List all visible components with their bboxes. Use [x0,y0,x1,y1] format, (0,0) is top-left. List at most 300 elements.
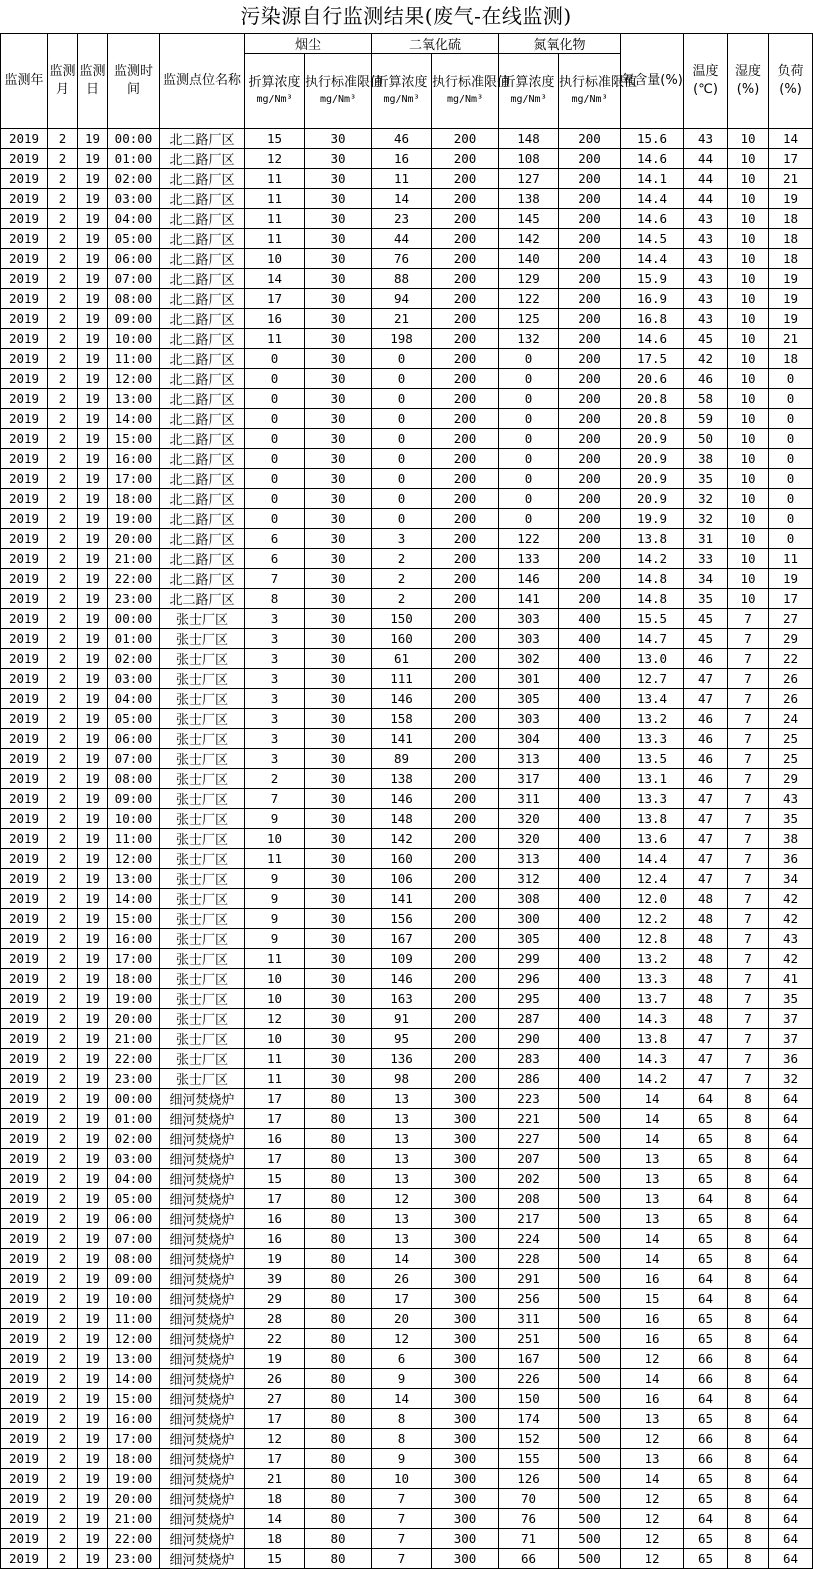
cell-so2: 0 [372,469,432,489]
cell-so2: 8 [372,1409,432,1429]
cell-so2: 7 [372,1529,432,1549]
cell-time: 20:00 [108,1009,160,1029]
header-year: 监测年 [1,34,48,129]
cell-time: 13:00 [108,389,160,409]
cell-nox-limit: 500 [559,1389,621,1409]
cell-load: 64 [769,1349,813,1369]
cell-load: 64 [769,1549,813,1569]
header-dust-limit [305,54,384,129]
cell-day: 19 [78,1449,108,1469]
cell-nox-limit: 200 [559,309,621,329]
cell-day: 19 [78,849,108,869]
cell-temp: 43 [684,229,728,249]
cell-nox-limit: 400 [559,689,621,709]
cell-dust-limit: 30 [305,389,372,409]
cell-time: 22:00 [108,1049,160,1069]
cell-location: 北二路厂区 [160,249,245,269]
cell-time: 01:00 [108,149,160,169]
cell-nox: 303 [499,709,559,729]
cell-day: 19 [78,1049,108,1069]
cell-dust: 17 [245,1189,305,1209]
cell-month: 2 [48,589,78,609]
cell-load: 18 [769,209,813,229]
cell-dust-limit: 30 [305,329,372,349]
cell-month: 2 [48,1529,78,1549]
cell-month: 2 [48,509,78,529]
cell-load: 64 [769,1289,813,1309]
cell-month: 2 [48,1129,78,1149]
table-row [1,669,813,689]
cell-dust: 28 [245,1309,305,1329]
cell-hum: 10 [728,429,769,449]
table-header [1,34,813,129]
cell-nox: 70 [499,1489,559,1509]
cell-month: 2 [48,889,78,909]
cell-hum: 8 [728,1429,769,1449]
cell-dust: 8 [245,589,305,609]
cell-load: 42 [769,889,813,909]
cell-nox-limit: 200 [559,549,621,569]
cell-nox-limit: 400 [559,909,621,929]
cell-load: 24 [769,709,813,729]
cell-dust-limit: 30 [305,209,372,229]
cell-so2-limit: 300 [432,1529,499,1549]
cell-time: 15:00 [108,1389,160,1409]
cell-location: 北二路厂区 [160,569,245,589]
cell-month: 2 [48,1289,78,1309]
cell-dust: 3 [245,609,305,629]
cell-load: 26 [769,669,813,689]
cell-dust-limit: 30 [305,729,372,749]
cell-temp: 47 [684,829,728,849]
cell-so2: 156 [372,909,432,929]
cell-so2: 0 [372,429,432,449]
cell-load: 34 [769,869,813,889]
cell-month: 2 [48,329,78,349]
cell-dust-limit: 30 [305,809,372,829]
cell-year: 2019 [1,1149,48,1169]
cell-month: 2 [48,369,78,389]
cell-so2-limit: 300 [432,1149,499,1169]
cell-so2: 12 [372,1329,432,1349]
cell-day: 19 [78,1069,108,1089]
cell-hum: 8 [728,1469,769,1489]
cell-dust: 3 [245,709,305,729]
cell-so2-limit: 200 [432,749,499,769]
cell-nox-limit: 400 [559,1009,621,1029]
cell-nox: 302 [499,649,559,669]
table-row [1,449,813,469]
cell-dust-limit: 80 [305,1329,372,1349]
cell-dust: 17 [245,289,305,309]
cell-dust-limit: 80 [305,1549,372,1569]
cell-so2-limit: 200 [432,989,499,1009]
cell-hum: 10 [728,529,769,549]
cell-year: 2019 [1,649,48,669]
cell-year: 2019 [1,1289,48,1309]
table-row [1,589,813,609]
cell-dust: 3 [245,629,305,649]
cell-location: 北二路厂区 [160,229,245,249]
cell-o2: 14 [621,1469,684,1489]
cell-dust: 0 [245,369,305,389]
cell-time: 11:00 [108,349,160,369]
cell-month: 2 [48,129,78,149]
cell-o2: 20.8 [621,409,684,429]
cell-so2-limit: 200 [432,409,499,429]
cell-dust-limit: 30 [305,989,372,1009]
cell-location: 北二路厂区 [160,349,245,369]
cell-month: 2 [48,529,78,549]
cell-dust: 3 [245,669,305,689]
cell-hum: 10 [728,489,769,509]
cell-temp: 65 [684,1109,728,1129]
cell-load: 64 [769,1149,813,1169]
cell-so2: 14 [372,1389,432,1409]
cell-year: 2019 [1,889,48,909]
cell-so2-limit: 200 [432,729,499,749]
cell-year: 2019 [1,1009,48,1029]
cell-day: 19 [78,169,108,189]
cell-dust: 9 [245,809,305,829]
cell-location: 张士厂区 [160,609,245,629]
cell-so2-limit: 200 [432,389,499,409]
cell-dust-limit: 80 [305,1209,372,1229]
cell-so2-limit: 300 [432,1429,499,1449]
cell-hum: 8 [728,1329,769,1349]
cell-load: 19 [769,309,813,329]
cell-year: 2019 [1,1229,48,1249]
cell-hum: 8 [728,1409,769,1429]
table-row [1,909,813,929]
cell-temp: 65 [684,1329,728,1349]
cell-so2: 16 [372,149,432,169]
cell-day: 19 [78,709,108,729]
cell-temp: 48 [684,929,728,949]
cell-o2: 13.7 [621,989,684,1009]
cell-nox: 251 [499,1329,559,1349]
cell-dust: 11 [245,849,305,869]
cell-nox: 122 [499,529,559,549]
cell-month: 2 [48,789,78,809]
cell-dust-limit: 30 [305,349,372,369]
cell-location: 张士厂区 [160,769,245,789]
header-nox-limit [559,54,638,129]
cell-o2: 12.2 [621,909,684,929]
cell-month: 2 [48,749,78,769]
cell-o2: 13.5 [621,749,684,769]
cell-nox-limit: 200 [559,249,621,269]
cell-dust: 17 [245,1109,305,1129]
cell-nox-limit: 400 [559,829,621,849]
header-so2-conc [372,54,432,129]
cell-nox-limit: 200 [559,389,621,409]
cell-location: 张士厂区 [160,1049,245,1069]
cell-year: 2019 [1,249,48,269]
cell-month: 2 [48,1389,78,1409]
cell-dust-limit: 30 [305,949,372,969]
cell-nox: 295 [499,989,559,1009]
cell-month: 2 [48,1269,78,1289]
cell-temp: 48 [684,969,728,989]
cell-nox: 148 [499,129,559,149]
table-row [1,929,813,949]
cell-so2: 13 [372,1169,432,1189]
cell-temp: 65 [684,1549,728,1569]
cell-year: 2019 [1,1249,48,1269]
cell-so2-limit: 200 [432,869,499,889]
cell-time: 19:00 [108,1469,160,1489]
cell-hum: 8 [728,1249,769,1269]
cell-location: 北二路厂区 [160,509,245,529]
cell-so2: 6 [372,1349,432,1369]
cell-time: 23:00 [108,589,160,609]
cell-so2-limit: 200 [432,629,499,649]
cell-nox-limit: 400 [559,789,621,809]
cell-load: 64 [769,1509,813,1529]
cell-location: 张士厂区 [160,629,245,649]
cell-time: 23:00 [108,1069,160,1089]
cell-o2: 13.8 [621,1029,684,1049]
cell-so2: 146 [372,969,432,989]
cell-hum: 8 [728,1529,769,1549]
cell-month: 2 [48,389,78,409]
cell-day: 19 [78,829,108,849]
cell-year: 2019 [1,869,48,889]
cell-time: 11:00 [108,1309,160,1329]
cell-so2-limit: 300 [432,1169,499,1189]
cell-time: 04:00 [108,1169,160,1189]
cell-day: 19 [78,609,108,629]
cell-day: 19 [78,449,108,469]
cell-nox-limit: 400 [559,729,621,749]
cell-load: 0 [769,449,813,469]
cell-o2: 20.9 [621,489,684,509]
cell-hum: 7 [728,669,769,689]
cell-nox-limit: 500 [559,1109,621,1129]
cell-hum: 7 [728,849,769,869]
cell-location: 细河焚烧炉 [160,1189,245,1209]
cell-dust: 18 [245,1489,305,1509]
cell-so2-limit: 200 [432,649,499,669]
cell-month: 2 [48,929,78,949]
table-row [1,549,813,569]
cell-o2: 13 [621,1409,684,1429]
cell-day: 19 [78,769,108,789]
cell-temp: 32 [684,509,728,529]
cell-year: 2019 [1,489,48,509]
cell-nox-limit: 500 [559,1149,621,1169]
cell-nox: 286 [499,1069,559,1089]
cell-o2: 14 [621,1249,684,1269]
table-row [1,1129,813,1149]
cell-so2-limit: 200 [432,189,499,209]
cell-hum: 8 [728,1209,769,1229]
cell-time: 02:00 [108,649,160,669]
table-row [1,709,813,729]
cell-hum: 7 [728,789,769,809]
cell-so2-limit: 200 [432,1029,499,1049]
table-row [1,1289,813,1309]
cell-location: 细河焚烧炉 [160,1249,245,1269]
cell-day: 19 [78,1409,108,1429]
header-nox-conc [499,54,559,129]
cell-month: 2 [48,809,78,829]
cell-time: 10:00 [108,1289,160,1309]
cell-load: 64 [769,1109,813,1129]
cell-time: 12:00 [108,369,160,389]
cell-hum: 7 [728,629,769,649]
header-so2-limit [432,54,511,129]
cell-day: 19 [78,1349,108,1369]
cell-day: 19 [78,969,108,989]
cell-year: 2019 [1,1549,48,1569]
header-time: 监测时间 [108,34,160,129]
cell-month: 2 [48,769,78,789]
cell-year: 2019 [1,1309,48,1329]
cell-time: 08:00 [108,289,160,309]
table-row [1,169,813,189]
cell-time: 05:00 [108,229,160,249]
cell-dust: 11 [245,229,305,249]
cell-day: 19 [78,629,108,649]
cell-dust-limit: 80 [305,1469,372,1489]
cell-dust-limit: 30 [305,549,372,569]
table-row [1,189,813,209]
unit-label: mg/Nm³ [319,94,357,105]
unit-label: mg/Nm³ [446,94,484,105]
cell-location: 张士厂区 [160,749,245,769]
cell-so2: 9 [372,1369,432,1389]
cell-nox-limit: 500 [559,1529,621,1549]
cell-so2: 7 [372,1509,432,1529]
cell-month: 2 [48,629,78,649]
cell-so2-limit: 200 [432,569,499,589]
cell-day: 19 [78,469,108,489]
cell-dust: 12 [245,1429,305,1449]
cell-so2: 0 [372,409,432,429]
cell-location: 细河焚烧炉 [160,1389,245,1409]
cell-so2-limit: 200 [432,809,499,829]
cell-so2: 138 [372,769,432,789]
cell-month: 2 [48,1049,78,1069]
cell-so2: 109 [372,949,432,969]
cell-dust-limit: 30 [305,849,372,869]
cell-load: 0 [769,389,813,409]
cell-time: 09:00 [108,1269,160,1289]
cell-load: 64 [769,1409,813,1429]
cell-hum: 8 [728,1549,769,1569]
cell-year: 2019 [1,1189,48,1209]
cell-so2: 12 [372,1189,432,1209]
cell-so2-limit: 200 [432,449,499,469]
table-row [1,1049,813,1069]
cell-dust: 17 [245,1149,305,1169]
table-row [1,949,813,969]
cell-hum: 10 [728,389,769,409]
cell-so2-limit: 200 [432,249,499,269]
cell-time: 17:00 [108,469,160,489]
cell-o2: 14 [621,1229,684,1249]
cell-year: 2019 [1,1489,48,1509]
cell-location: 细河焚烧炉 [160,1109,245,1129]
cell-so2: 13 [372,1089,432,1109]
cell-load: 64 [769,1089,813,1109]
cell-so2-limit: 200 [432,349,499,369]
cell-so2: 13 [372,1129,432,1149]
cell-location: 张士厂区 [160,929,245,949]
cell-so2: 2 [372,549,432,569]
cell-so2-limit: 300 [432,1209,499,1229]
cell-month: 2 [48,1349,78,1369]
table-row [1,1369,813,1389]
table-row [1,489,813,509]
cell-dust: 21 [245,1469,305,1489]
cell-dust: 7 [245,789,305,809]
cell-day: 19 [78,1269,108,1289]
cell-day: 19 [78,329,108,349]
cell-nox-limit: 500 [559,1329,621,1349]
cell-so2-limit: 300 [432,1249,499,1269]
cell-month: 2 [48,249,78,269]
cell-dust: 10 [245,1029,305,1049]
table-row [1,1349,813,1369]
cell-so2-limit: 300 [432,1129,499,1149]
cell-dust-limit: 30 [305,189,372,209]
cell-nox: 256 [499,1289,559,1309]
cell-location: 张士厂区 [160,1069,245,1089]
cell-so2: 46 [372,129,432,149]
cell-year: 2019 [1,909,48,929]
cell-nox-limit: 200 [559,229,621,249]
header-oxygen: 氧含量(%) [621,34,684,129]
cell-temp: 34 [684,569,728,589]
cell-time: 22:00 [108,1529,160,1549]
cell-o2: 13.3 [621,729,684,749]
cell-hum: 10 [728,349,769,369]
cell-o2: 14 [621,1369,684,1389]
cell-load: 26 [769,689,813,709]
cell-temp: 43 [684,129,728,149]
table-row [1,1549,813,1569]
cell-hum: 10 [728,149,769,169]
cell-o2: 12 [621,1489,684,1509]
cell-so2: 94 [372,289,432,309]
cell-nox: 290 [499,1029,559,1049]
cell-load: 35 [769,809,813,829]
cell-time: 07:00 [108,269,160,289]
cell-temp: 43 [684,249,728,269]
cell-location: 北二路厂区 [160,549,245,569]
cell-temp: 44 [684,149,728,169]
cell-year: 2019 [1,609,48,629]
cell-so2: 106 [372,869,432,889]
cell-nox-limit: 500 [559,1309,621,1329]
cell-year: 2019 [1,589,48,609]
cell-time: 16:00 [108,929,160,949]
cell-month: 2 [48,1449,78,1469]
cell-dust: 14 [245,269,305,289]
cell-temp: 66 [684,1349,728,1369]
cell-dust: 14 [245,1509,305,1529]
cell-location: 北二路厂区 [160,409,245,429]
cell-time: 14:00 [108,889,160,909]
cell-dust-limit: 30 [305,269,372,289]
table-row [1,649,813,669]
cell-dust-limit: 30 [305,1009,372,1029]
cell-time: 10:00 [108,329,160,349]
cell-o2: 14.4 [621,249,684,269]
